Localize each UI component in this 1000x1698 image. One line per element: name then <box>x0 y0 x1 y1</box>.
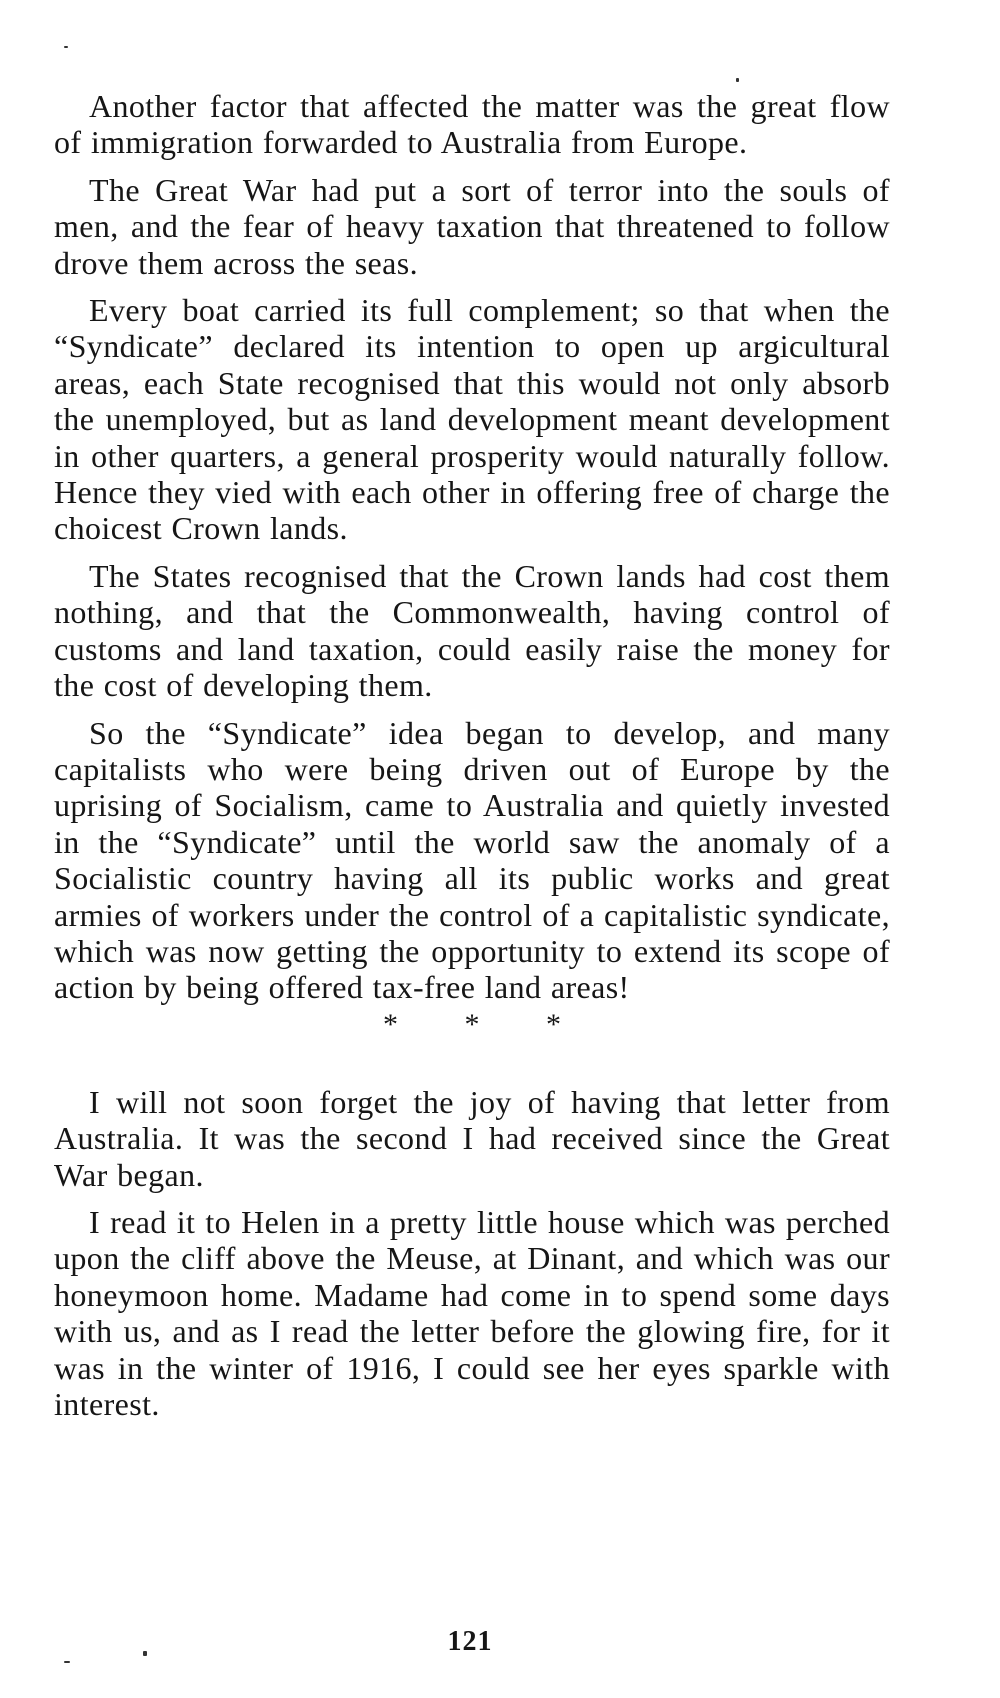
body-text <box>54 88 890 1422</box>
separator-asterisk: * <box>546 1007 561 1041</box>
paragraph: I read it to Helen in a pretty little house which was perched upon the cliff above the Meuse, at Dinant, and which was our honeymoon home. Madame had come in to spend some days with us, and as I read the letter before the glowing fire, for it was in the winter of 1916, I could see her eyes sparkle with interest. <box>54 1203 890 1422</box>
page-number: 121 <box>447 1626 493 1657</box>
scan-speck <box>736 78 739 82</box>
paragraph: So the “Syndicate” idea began to develop, and many capitalists who were being driven out of Europe by the uprising of Socialism, came to Australia and quietly invested in the “Syndicate” until the world saw the anomaly of a Socialistic country having all its public works and great armies of workers under the control of a capitalistic syndicate, which was now getting the opportunity to extend its scope of action by being offered tax-free land areas! <box>54 714 890 1006</box>
paragraph: I will not soon forget the joy of having that letter from Australia. It was the second I had received since the Great War began. <box>54 1083 890 1193</box>
separator-asterisk: * <box>383 1007 398 1041</box>
scan-speck <box>64 46 68 48</box>
paragraph: Another factor that affected the matter was the great flow of immigration forwarded to Australia from Europe. <box>54 88 890 161</box>
scan-speck <box>64 1661 70 1663</box>
paragraph: Every boat carried its full complement; so that when the “Syndicate” declared its intention to open up argicultural areas, each State recognised that this would not only absorb the unemployed, but as land development meant development in other quarters, a general prosperity would naturally follow. Hence they vied with each other in offering free of charge the choicest Crown lands. <box>54 292 890 547</box>
paragraph: The Great War had put a sort of terror into the souls of men, and the fear of heavy taxation that threatened to follow drove them across the seas. <box>54 171 890 281</box>
separator-asterisk: * <box>464 1007 480 1041</box>
paragraph: The States recognised that the Crown lands had cost them nothing, and that the Commonwealth, having control of customs and land taxation, could easily raise the money for the cost of developing them. <box>54 557 890 704</box>
section-separator <box>54 1007 890 1041</box>
